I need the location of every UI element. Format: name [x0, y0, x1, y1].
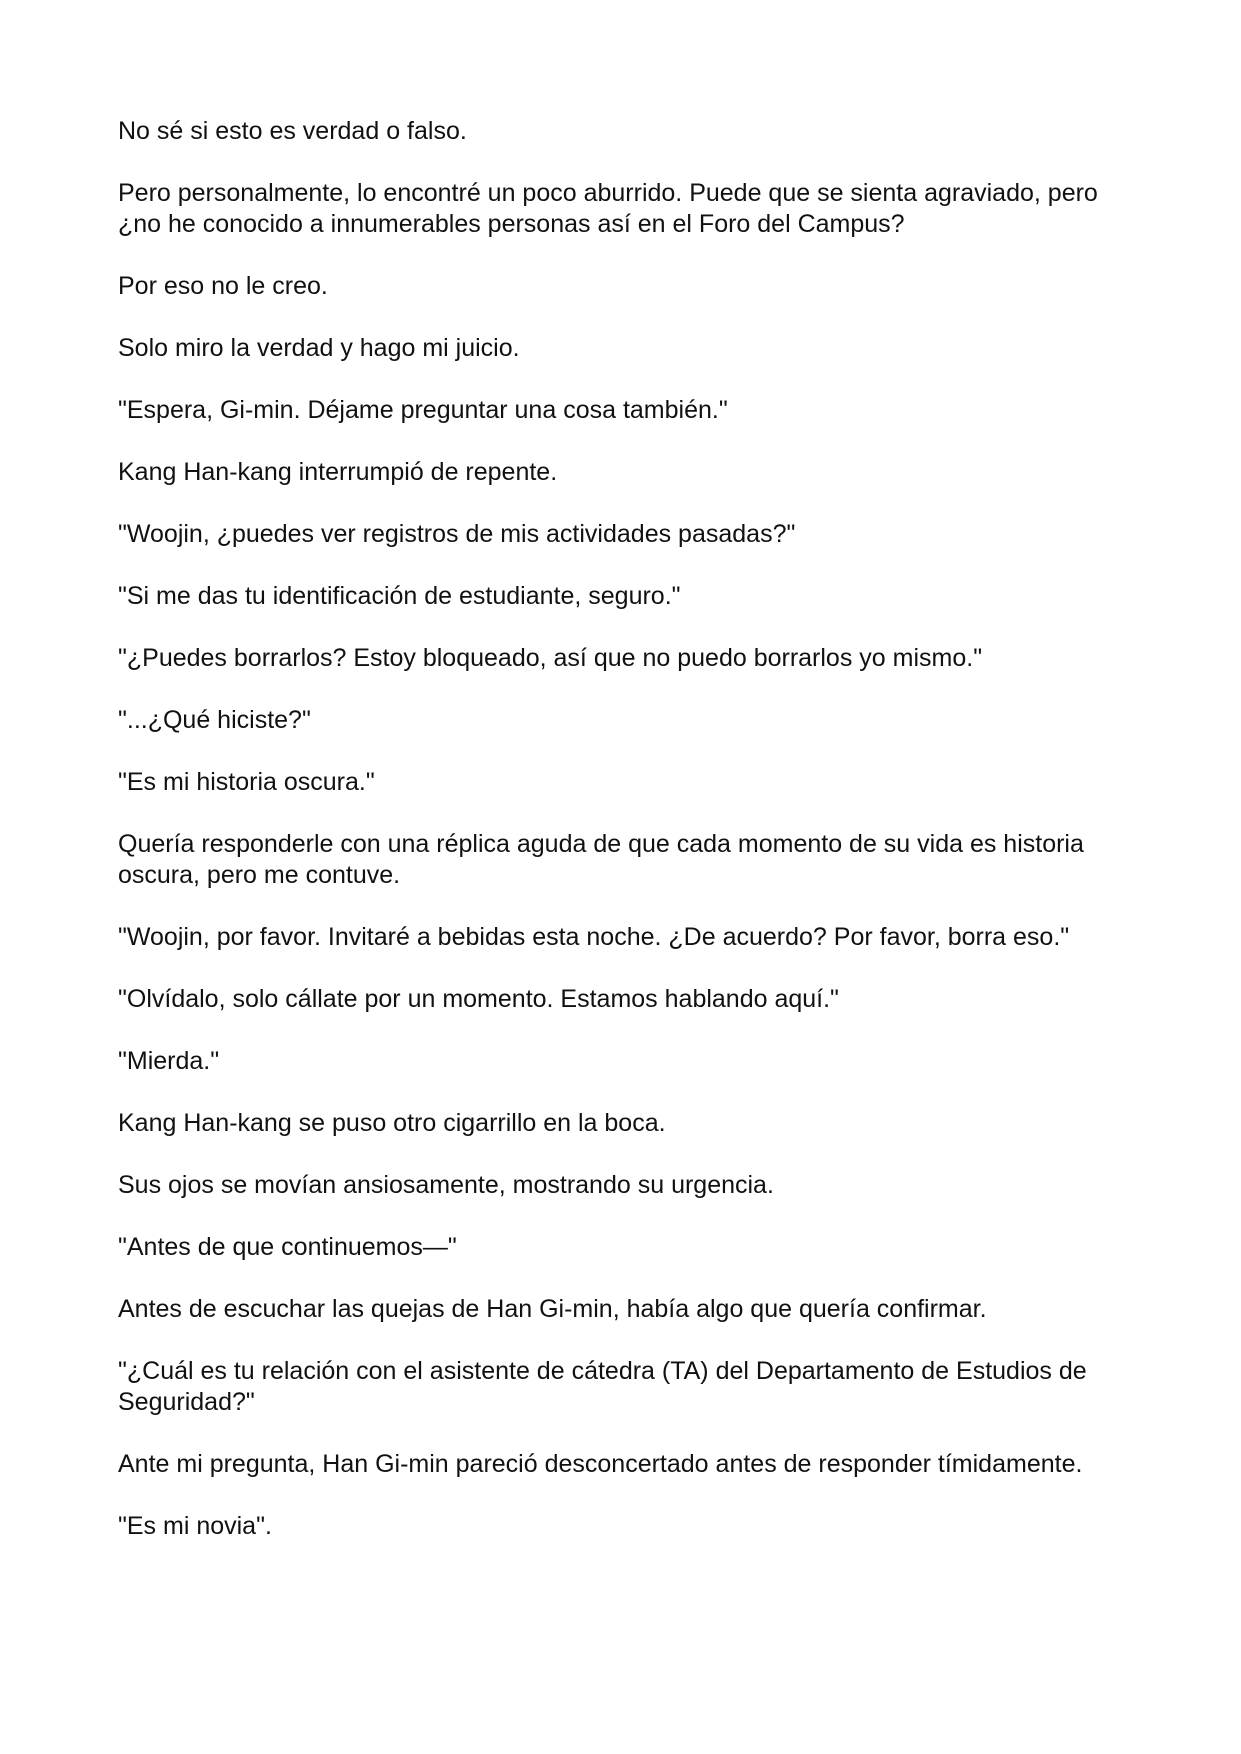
- paragraph: Quería responderle con una réplica aguda de que cada momento de su vida es historia oscura, pero me contuve.: [118, 830, 1084, 889]
- paragraph: Pero personalmente, lo encontré un poco aburrido. Puede que se sienta agraviado, pero ¿no he conocido a innumerables personas así en el Foro del Campus?: [118, 179, 1098, 238]
- paragraph: Por eso no le creo.: [118, 272, 328, 300]
- paragraph: "¿Puedes borrarlos? Estoy bloqueado, así que no puedo borrarlos yo mismo.": [118, 644, 983, 672]
- paragraph: Sus ojos se movían ansiosamente, mostrando su urgencia.: [118, 1171, 774, 1199]
- paragraph: "Si me das tu identificación de estudiante, seguro.": [118, 582, 681, 610]
- paragraph: "...¿Qué hiciste?": [118, 706, 311, 734]
- paragraph: "Antes de que continuemos—": [118, 1233, 457, 1261]
- paragraph: "Es mi historia oscura.": [118, 768, 375, 796]
- paragraph: No sé si esto es verdad o falso.: [118, 117, 467, 145]
- paragraph: Antes de escuchar las quejas de Han Gi-min, había algo que quería confirmar.: [118, 1295, 987, 1323]
- paragraph: "Woojin, ¿puedes ver registros de mis actividades pasadas?": [118, 520, 796, 548]
- paragraph: "Olvídalo, solo cállate por un momento. Estamos hablando aquí.": [118, 985, 839, 1013]
- paragraph: Ante mi pregunta, Han Gi-min pareció desconcertado antes de responder tímidamente.: [118, 1450, 1083, 1478]
- paragraph: "Es mi novia".: [118, 1512, 272, 1540]
- document-body: [118, 116, 1128, 1573]
- paragraph: "Mierda.": [118, 1047, 220, 1075]
- paragraph: "Espera, Gi-min. Déjame preguntar una cosa también.": [118, 396, 728, 424]
- paragraph: Solo miro la verdad y hago mi juicio.: [118, 334, 520, 362]
- paragraph: "¿Cuál es tu relación con el asistente de cátedra (TA) del Departamento de Estudios de Seguridad?": [118, 1357, 1087, 1416]
- paragraph: "Woojin, por favor. Invitaré a bebidas esta noche. ¿De acuerdo? Por favor, borra eso.": [118, 923, 1070, 951]
- paragraph: Kang Han-kang se puso otro cigarrillo en la boca.: [118, 1109, 666, 1137]
- paragraph: Kang Han-kang interrumpió de repente.: [118, 458, 558, 486]
